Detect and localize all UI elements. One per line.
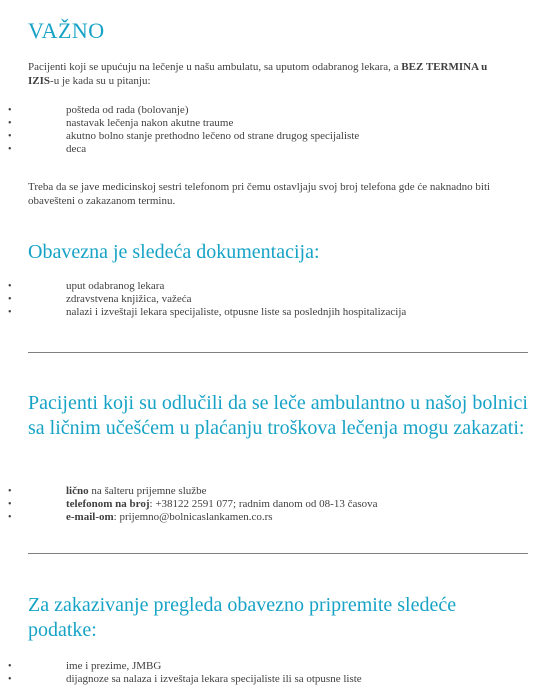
prep-heading: Za zakazivanje pregleda obavezno pripremite sledeće podatke: (28, 594, 457, 641)
bullet-icon: • (8, 294, 12, 305)
list-item: • telefonom na broj: +38122 2591 077; radnim danom od 08-13 časova (8, 498, 378, 510)
bullet-icon: • (8, 131, 12, 142)
page-title: VAŽNO (28, 18, 105, 43)
section-divider (28, 553, 528, 554)
intro-list (0, 104, 520, 156)
call-note: Treba da se jave medicinskoj sestri telefonom pri čemu ostavljaju svoj broj telefona gde će naknadno biti obavešteni o zakazanom terminu. (28, 181, 491, 207)
bullet-icon: • (8, 499, 12, 510)
bullet-icon: • (8, 118, 12, 129)
section-divider (28, 352, 528, 353)
list-item: • pošteda od rada (bolovanje) (8, 104, 189, 116)
email-link[interactable]: : prijemno@bolnicaslankamen.co.rs (113, 511, 273, 523)
list-item: • nalazi i izveštaji lekara specijaliste, otpusne liste sa poslednjih hospitalizacija (8, 306, 407, 318)
bullet-icon: • (8, 674, 12, 685)
intro-bold: BEZ TERMINA u IZIS (28, 61, 488, 87)
docs-list (0, 280, 520, 319)
bullet-icon: • (8, 512, 12, 523)
bullet-icon: • (8, 144, 12, 155)
intro-tail: -u je kada su u pitanju: (50, 75, 151, 87)
intro-paragraph (28, 60, 508, 88)
bullet-icon: • (8, 307, 12, 318)
prep-list (0, 660, 520, 686)
list-item: • dijagnoze sa nalaza i izveštaja lekara specijaliste ili sa otpusne liste (8, 673, 362, 685)
list-item: • deca (8, 143, 87, 155)
docs-heading: Obavezna je sledeća dokumentacija: (28, 241, 320, 263)
list-item: • lično na šalteru prijemne službe (8, 485, 207, 497)
bullet-icon: • (8, 661, 12, 672)
list-item: • ime i prezime, JMBG (8, 660, 162, 672)
intro-text: Pacijenti koji se upućuju na lečenje u našu ambulatu, sa uputom odabranog lekara, a (28, 61, 402, 73)
list-item: • nastavak lečenja nakon akutne traume (8, 117, 234, 129)
booking-list (0, 485, 520, 524)
booking-heading: Pacijenti koji su odlučili da se leče ambulantno u našoj bolnici sa ličnim učešćem u plaćanju troškova lečenja mogu zakazati: (28, 392, 528, 439)
list-item: • akutno bolno stanje prethodno lečeno od strane drugog specijaliste (8, 130, 360, 142)
bullet-icon: • (8, 486, 12, 497)
list-item: • zdravstvena knjižica, važeća (8, 293, 192, 305)
bullet-icon: • (8, 105, 12, 116)
list-item: • e-mail-om: prijemno@bolnicaslankamen.co.rs (8, 511, 273, 523)
bullet-icon: • (8, 281, 12, 292)
list-item: • uput odabranog lekara (8, 280, 165, 292)
